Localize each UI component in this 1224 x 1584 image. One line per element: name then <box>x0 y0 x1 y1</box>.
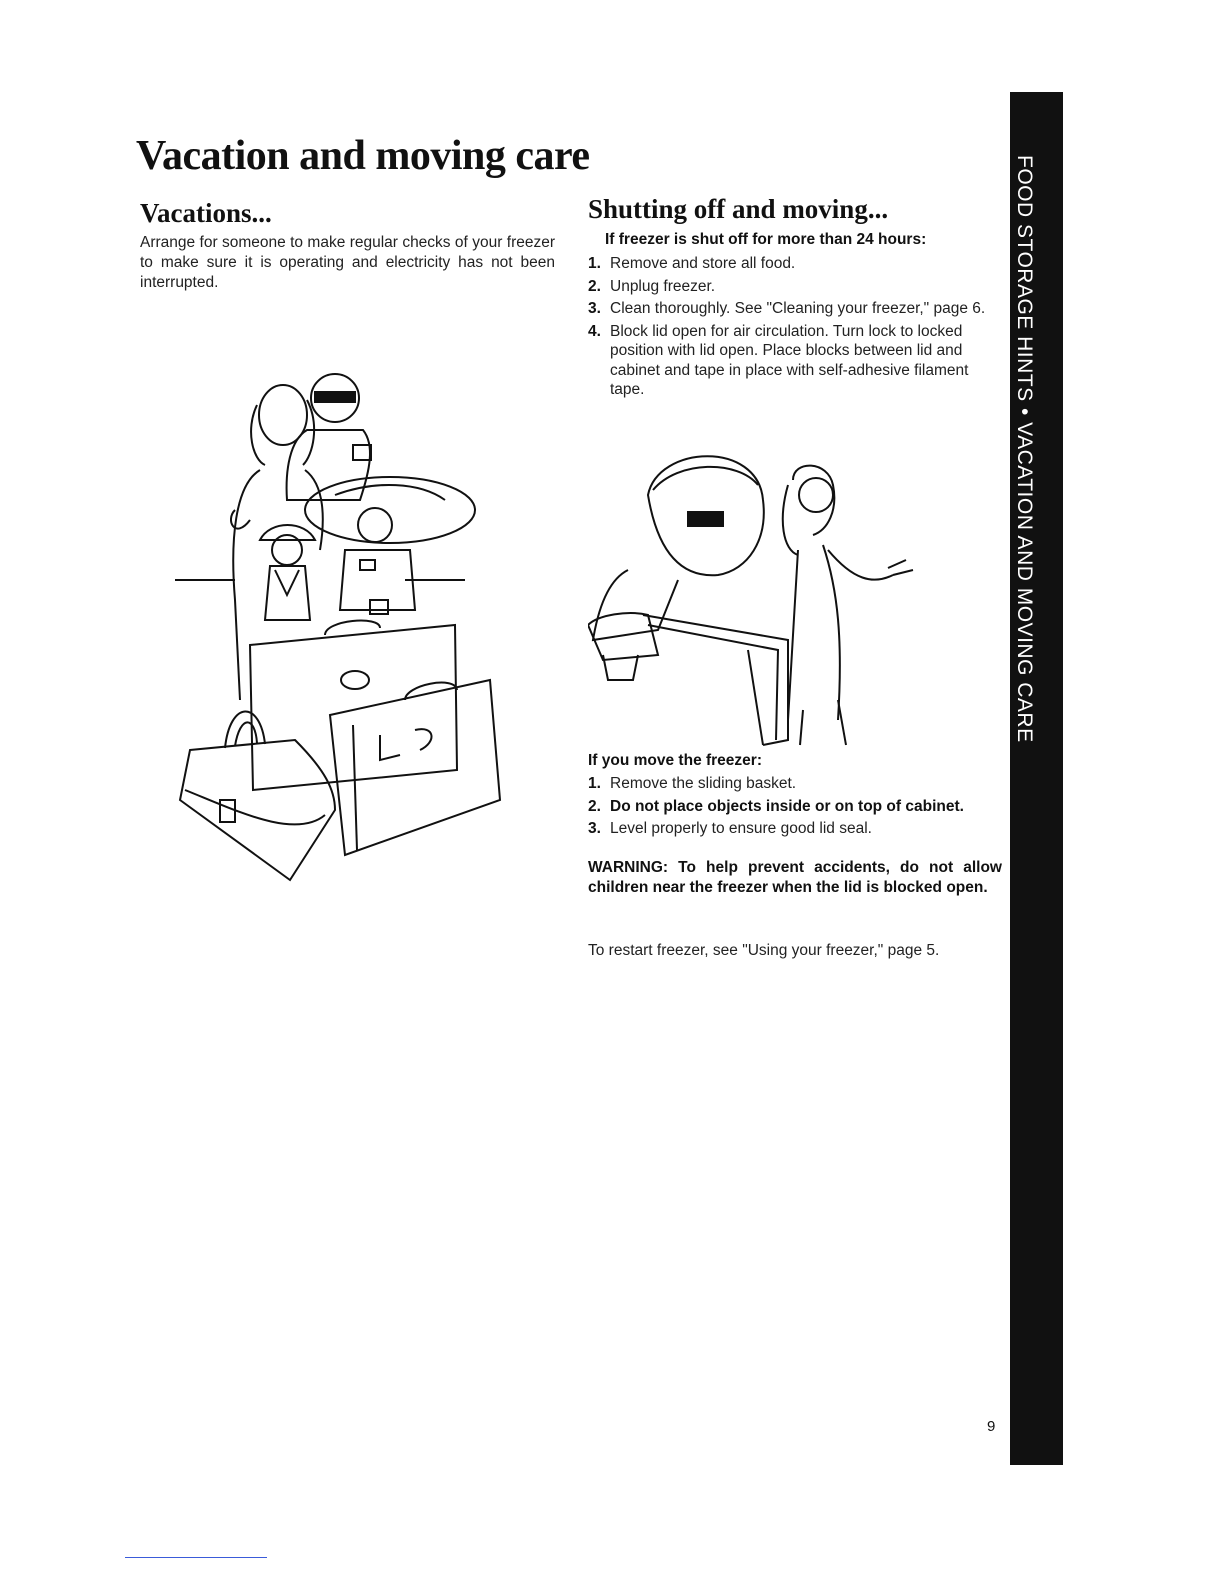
list-item <box>588 819 1002 839</box>
vacations-paragraph: Arrange for someone to make regular checks of your freezer to make sure it is operating and electricity has not been interrupted. <box>140 234 555 291</box>
step-number: 1. <box>588 255 601 272</box>
vacations-heading: Vacations... <box>140 198 272 228</box>
shutoff-subheading: If freezer is shut off for more than 24 hours: <box>605 231 927 248</box>
warning-text: WARNING: To help prevent accidents, do not allow children near the freezer when the lid is blocked open. <box>588 859 1002 896</box>
footer-rule <box>125 1557 267 1558</box>
step-text: Level properly to ensure good lid seal. <box>610 820 872 837</box>
list-item <box>588 299 1002 319</box>
freezer-moving-illustration <box>588 440 948 750</box>
move-steps-list <box>588 774 1002 842</box>
list-item <box>588 277 1002 297</box>
shutting-off-heading: Shutting off and moving... <box>588 194 889 224</box>
step-text: Do not place objects inside or on top of cabinet. <box>610 797 964 815</box>
family-luggage-illustration <box>175 370 505 890</box>
page-number: 9 <box>987 1418 996 1435</box>
list-item <box>588 774 1002 794</box>
step-text: Clean thoroughly. See "Cleaning your freezer," page 6. <box>610 300 986 317</box>
page-title: Vacation and moving care <box>136 133 590 179</box>
step-number: 4. <box>588 322 601 340</box>
move-subheading: If you move the freezer: <box>588 752 762 769</box>
step-text: Remove and store all food. <box>610 255 796 272</box>
step-number: 2. <box>588 277 601 295</box>
side-tab-label: FOOD STORAGE HINTS • VACATION AND MOVING CARE <box>1013 155 1036 743</box>
step-number: 3. <box>588 300 601 317</box>
step-text: Block lid open for air circulation. Turn lock to locked position with lid open. Place blocks between lid and cabinet and tape in place with self-adhesive filament tape. <box>610 322 969 398</box>
list-item <box>588 322 1002 400</box>
step-number: 1. <box>588 775 601 792</box>
shutoff-steps-list <box>588 254 1002 403</box>
list-item <box>588 254 1002 274</box>
list-item <box>588 797 1002 817</box>
step-text: Remove the sliding basket. <box>610 775 797 792</box>
step-text: Unplug freezer. <box>610 277 716 295</box>
step-number: 3. <box>588 820 601 837</box>
step-number: 2. <box>588 797 601 815</box>
restart-note: To restart freezer, see "Using your freezer," page 5. <box>588 942 940 959</box>
